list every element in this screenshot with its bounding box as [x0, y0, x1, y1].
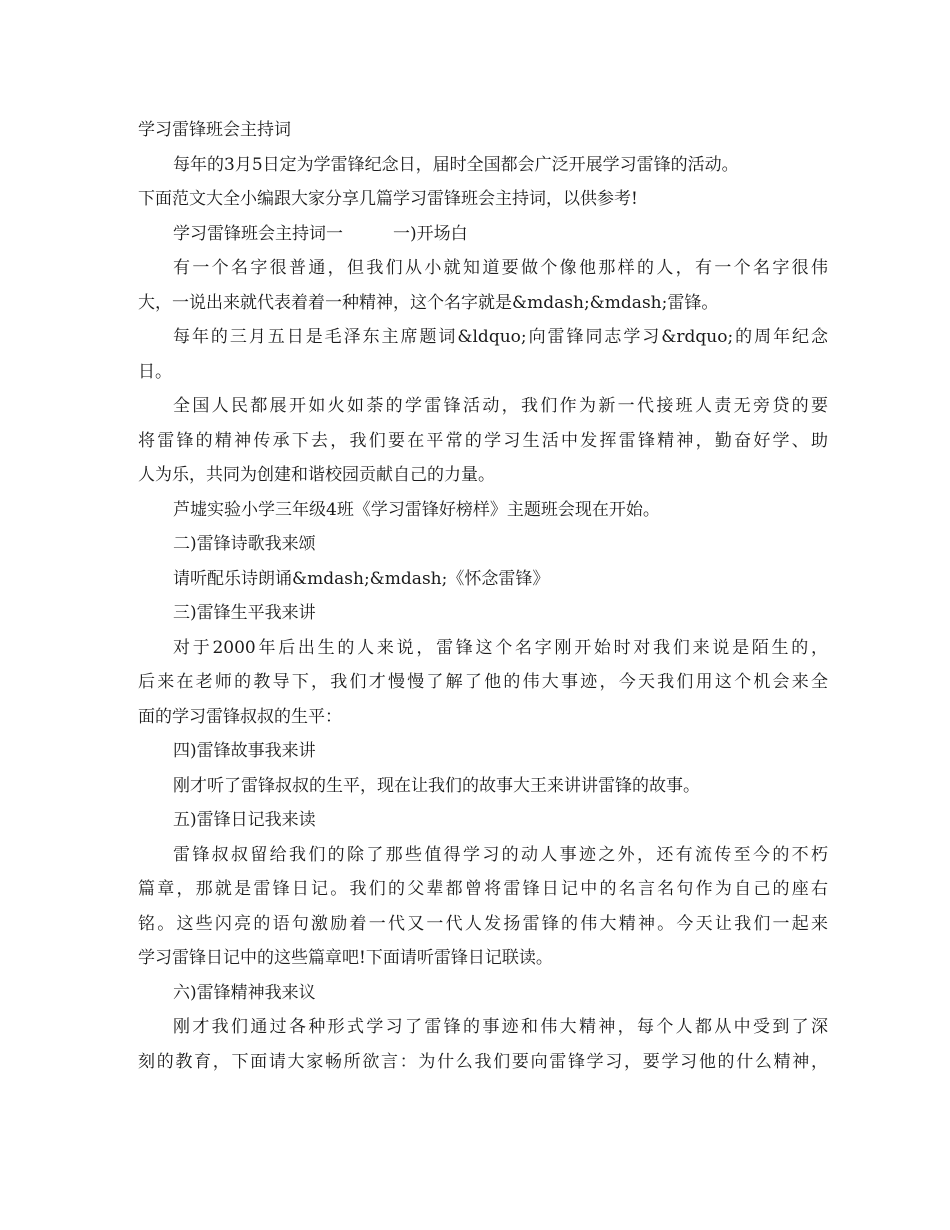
paragraph-line: 刚才听了雷锋叔叔的生平，现在让我们的故事大王来讲讲雷锋的故事。: [173, 775, 700, 796]
paragraph-line: 请听配乐诗朗诵&mdash;&mdash;《怀念雷锋》: [173, 568, 550, 589]
paragraph-line: 日。: [138, 361, 172, 382]
section-subtitle: 一)开场白: [393, 223, 468, 244]
paragraph-line: 下面范文大全小编跟大家分享几篇学习雷锋班会主持词，以供参考!: [138, 189, 638, 209]
section-heading: 五)雷锋日记我来读: [173, 810, 316, 830]
paragraph-line: 每年的3月5日定为学雷锋纪念日，届时全国都会广泛开展学习雷锋的活动。: [173, 154, 739, 175]
document-body: [138, 113, 828, 1079]
document-title: 学习雷锋班会主持词: [138, 120, 291, 140]
paragraph-line: 全国人民都展开如火如荼的学雷锋活动，我们作为新一代接班人责无旁贷的要: [173, 396, 828, 416]
paragraph-line: 面的学习雷锋叔叔的生平：: [138, 706, 342, 727]
paragraph-line: 篇章，那就是雷锋日记。我们的父辈都曾将雷锋日记中的名言名句作为自己的座右: [138, 879, 828, 899]
section-heading: 二)雷锋诗歌我来颂: [173, 534, 316, 554]
paragraph-line: 后来在老师的教导下，我们才慢慢了解了他的伟大事迹，今天我们用这个机会来全: [138, 672, 828, 692]
paragraph-line: 芦墟实验小学三年级4班《学习雷锋好榜样》主题班会现在开始。: [173, 499, 660, 520]
section-heading-line: [138, 217, 828, 252]
paragraph-line: 刻的教育，下面请大家畅所欲言：为什么我们要向雷锋学习，要学习他的什么精神，: [138, 1051, 828, 1072]
paragraph-line: 每年的三月五日是毛泽东主席题词&ldquo;向雷锋同志学习&rdquo;的周年纪念: [173, 327, 828, 347]
section-heading: 六)雷锋精神我来议: [173, 982, 316, 1003]
section-heading: 四)雷锋故事我来讲: [173, 741, 316, 761]
paragraph-line: 将雷锋的精神传承下去，我们要在平常的学习生活中发挥雷锋精神，勤奋好学、助: [138, 430, 828, 451]
paragraph-line: 雷锋叔叔留给我们的除了那些值得学习的动人事迹之外，还有流传至今的不朽: [173, 844, 828, 865]
paragraph-line: 刚才我们通过各种形式学习了雷锋的事迹和伟大精神，每个人都从中受到了深: [173, 1017, 828, 1037]
section-heading: 三)雷锋生平我来讲: [173, 603, 316, 623]
paragraph-line: 大，一说出来就代表着着一种精神，这个名字就是&mdash;&mdash;雷锋。: [138, 292, 719, 313]
paragraph-line: 有一个名字很普通，但我们从小就知道要做个像他那样的人，有一个名字很伟: [173, 258, 828, 278]
section-title: 学习雷锋班会主持词一: [173, 223, 343, 244]
paragraph-line: 人为乐，共同为创建和谐校园贡献自己的力量。: [138, 465, 495, 485]
paragraph-line: 学习雷锋日记中的这些篇章吧!下面请听雷锋日记联读。: [138, 948, 553, 968]
paragraph-line: 铭。这些闪亮的语句激励着一代又一代人发扬雷锋的伟大精神。今天让我们一起来: [138, 913, 828, 934]
paragraph-line: 对于2000年后出生的人来说，雷锋这个名字刚开始时对我们来说是陌生的，: [173, 637, 828, 658]
